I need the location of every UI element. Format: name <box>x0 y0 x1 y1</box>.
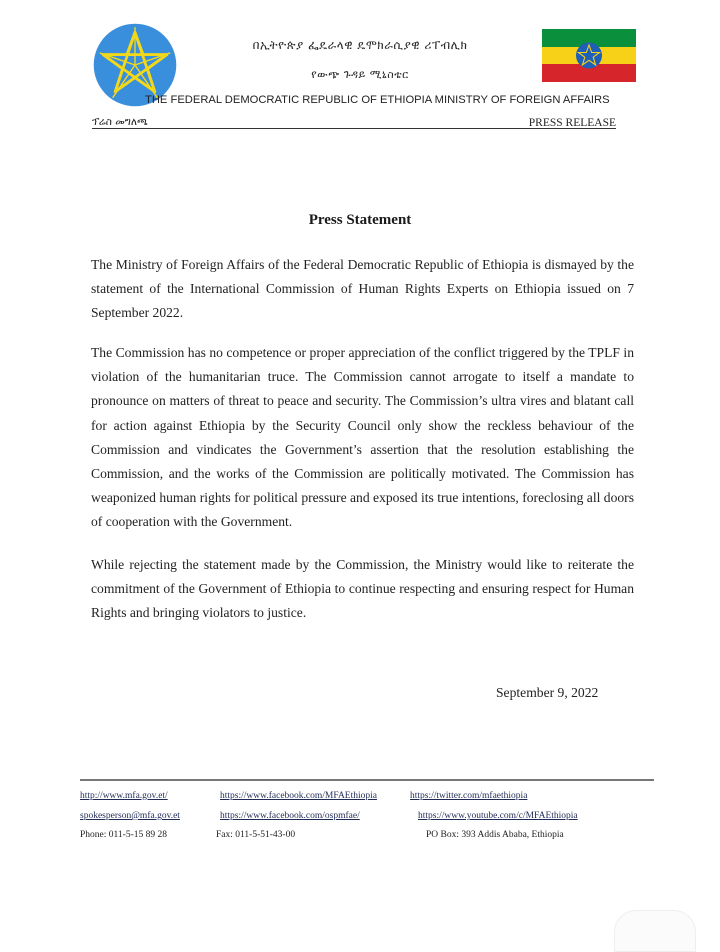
letterhead-english-title: THE FEDERAL DEMOCRATIC REPUBLIC OF ETHIOPIA MINISTRY OF FOREIGN AFFAIRS <box>145 94 610 106</box>
footer-twitter-link[interactable]: https://twitter.com/mfaethiopia <box>410 791 528 801</box>
document-title: Press Statement <box>308 212 412 228</box>
footer-facebook-link[interactable]: https://www.facebook.com/MFAEthiopia <box>220 791 377 801</box>
paragraph-1: The Ministry of Foreign Affairs of the Federal Democratic Republic of Ethiopia is dismayed by the statement of the International Commission of Human Rights Experts on Ethiopia issued on 7 September 2022. <box>91 257 634 321</box>
document-date: September 9, 2022 <box>496 685 599 700</box>
footer-email-link[interactable]: spokesperson@mfa.gov.et <box>80 811 180 821</box>
corner-overlay <box>614 910 696 952</box>
footer-divider <box>80 779 654 781</box>
footer-phone: Phone: 011-5-15 89 28 <box>80 830 167 840</box>
paragraph-2: The Commission has no competence or proper appreciation of the conflict triggered by the TPLF in violation of the humanitarian truce. The Commission cannot arrogate to itself a mandate to pronounce on matters of threat to peace and security. The Commission’s ultra vires and blatant call for action against Ethiopia by the Security Council only show the reckless behaviour of the Commission and vindicates the Government’s assertion that the resolution establishing the Commission, and the works of the Commission are politically motivated. The Commission has weaponized human rights for political pressure and exposed its true intentions, foreclosing all doors of cooperation with the Government. <box>91 345 634 530</box>
footer-fax: Fax: 011-5-51-43-00 <box>216 830 296 840</box>
letterhead-amharic-country: በኢትዮጵያ ፌዴራላዊ ዴሞክራሲያዊ ሪፐብሊክ <box>252 38 468 52</box>
header-divider <box>92 128 616 129</box>
press-release-label-amharic: ፕሬስ መግለጫ <box>92 116 148 128</box>
paragraph-3: While rejecting the statement made by the Commission, the Ministry would like to reiterate the commitment of the Government of Ethiopia to continue respecting and ensuring respect for Human Rights and bringing violators to justice. <box>91 557 634 621</box>
footer-website-link[interactable]: http://www.mfa.gov.et/ <box>80 791 168 801</box>
footer-po-box: PO Box: 393 Addis Ababa, Ethiopia <box>426 830 564 840</box>
footer-facebook-spokesperson-link[interactable]: https://www.facebook.com/ospmfae/ <box>220 811 360 821</box>
press-release-label-english: PRESS RELEASE <box>528 117 616 129</box>
footer-youtube-link[interactable]: https://www.youtube.com/c/MFAEthiopia <box>418 811 578 821</box>
letterhead-amharic-ministry: የውጭ ጉዳይ ሚኒስቴር <box>311 68 409 81</box>
